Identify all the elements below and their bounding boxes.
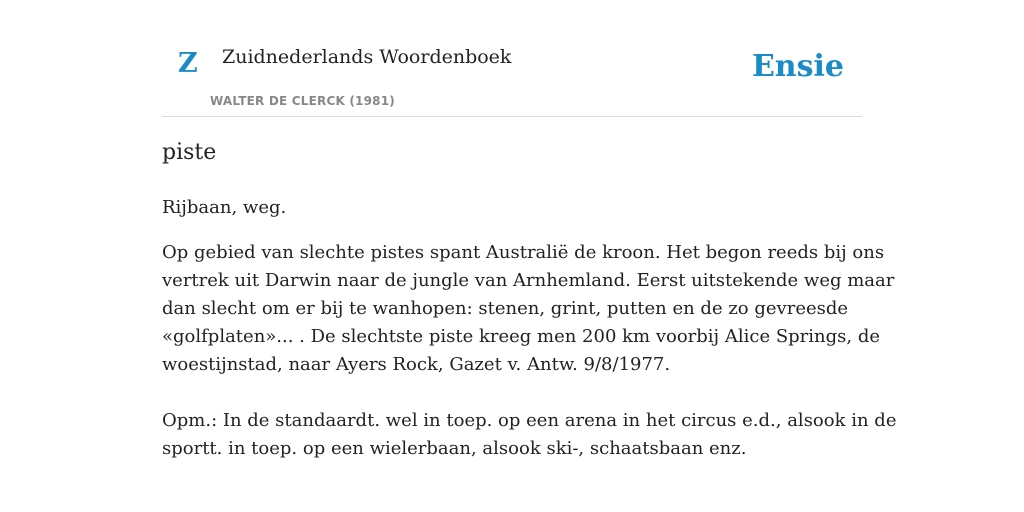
quote-line: woestijnstad, naar Ayers Rock, Gazet v. Antw. 9/8/1977.: [162, 354, 671, 375]
quote-line: dan slecht om er bij te wanhopen: stenen, grint, putten en de zo gevreesde: [162, 298, 849, 319]
entry-quote: [162, 239, 895, 379]
dictionary-author: WALTER DE CLERCK (1981): [210, 94, 395, 108]
dictionary-header: [162, 0, 862, 117]
note-line: sportt. in toep. op een wielerbaan, alsook ski-, schaatsbaan enz.: [162, 438, 747, 459]
quote-line: «golfplaten»... . De slechtste piste kreeg men 200 km voorbij Alice Springs, de: [162, 326, 881, 347]
quote-line: Op gebied van slechte pistes spant Australië de kroon. Het begon reeds bij ons: [162, 242, 885, 263]
entry-definition: Rijbaan, weg.: [162, 197, 287, 218]
ensie-brand-logo[interactable]: Ensie: [751, 49, 844, 84]
entry-headword: piste: [162, 140, 217, 165]
dictionary-logo[interactable]: Z: [178, 48, 198, 79]
dictionary-title[interactable]: Zuidnederlands Woordenboek: [222, 46, 512, 68]
entry-note: [162, 407, 897, 463]
page-container: [162, 0, 897, 459]
quote-line: vertrek uit Darwin naar de jungle van Arnhemland. Eerst uitstekende weg maar: [162, 270, 895, 291]
note-line: Opm.: In de standaardt. wel in toep. op een arena in het circus e.d., alsook in de: [162, 410, 897, 431]
